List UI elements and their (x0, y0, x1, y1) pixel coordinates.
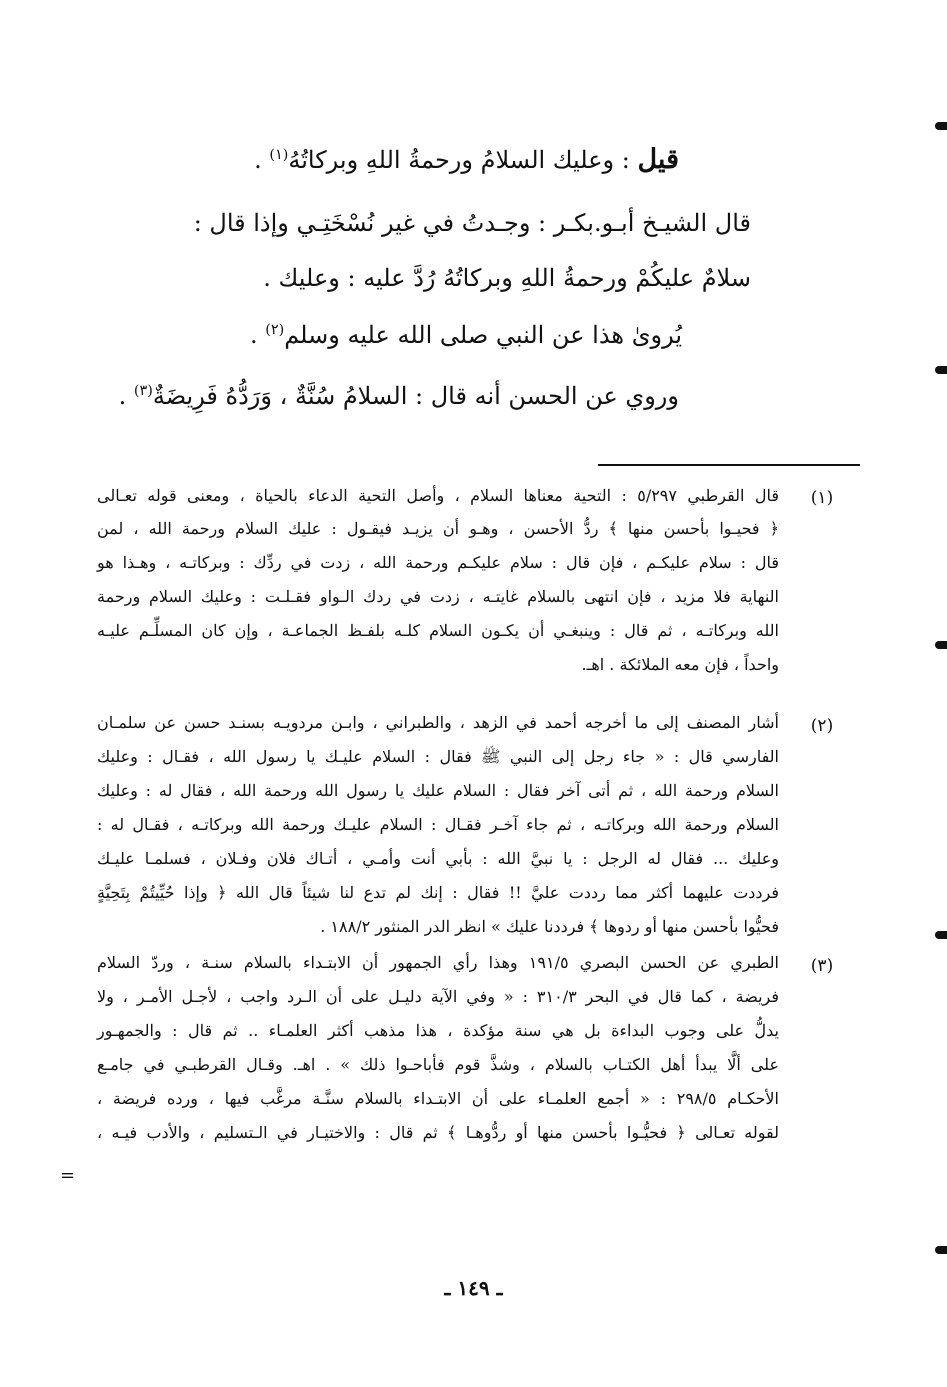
scan-edge-mark (935, 931, 947, 939)
footnote-2-number: (٢) (810, 716, 834, 736)
footnote-ref-2: (٢) (265, 322, 285, 338)
main-line-1-end: . (254, 146, 270, 174)
footnote-3-line: على ألَّا يبدأ أهل الكتـاب بالسلام ، وشذَّ قوم فأباحـوا ذلك » . اهـ. وقـال القرطبـي في جامـع (97, 1055, 779, 1074)
footnote-1-line: قال القرطبي ٥/٢٩٧ : التحية معناها السلام ، وأصل التحية الدعاء بالحياة ، ومعنى قوله تعـالى (97, 486, 779, 505)
footnote-3-line: فريضة ، كما قال في البحر ٣١٠/٣ : « وفي الآية دليـل على أن الـرد واجب ، لأجـل الأمـر ، ولا (97, 987, 779, 1006)
footnote-2-line: أشار المصنف إلى ما أخرجه أحمد في الزهد ، والطبراني ، وابـن مردويـه بسنـد حسن عن سلمـان (97, 713, 779, 732)
footnote-3-line: لقوله تعـالى ﴿ فحيُّـوا بأحسن منها أو ردُّوهـا ﴾ ثم قال : والاختيـار في الـتسليم ، والأدب فيـه ، (97, 1123, 779, 1142)
continuation-mark: = (60, 1165, 76, 1186)
scan-edge-mark (935, 122, 947, 130)
footnote-3-line: الطبري عن الحسن البصري ١٩١/٥ وهذا رأي الجمهور أن الابتـداء بالسلام سنـة ، وردّ السلام (97, 953, 779, 972)
footnote-1-line: النهاية فلا مزيد ، فإن انتهى بالسلام غايتـه ، زدت في ردك الـواو فقـلـت : وعليك السلام ورحمة (97, 587, 779, 606)
footnote-3-number: (٣) (810, 956, 834, 976)
scan-edge-mark (935, 641, 947, 649)
footnote-2-line: السلام ورحمة الله ، ثم أتى آخر فقال : السلام عليك يا رسول الله ورحمة الله ، فقال له : وعليك (97, 781, 779, 800)
footnote-1-line: ﴿ فحيـوا بأحسن منها ﴾ ردُّ الأحسن ، وهـو أن يزيـد فيقـول : عليك السلام ورحمة الله ، لمن (97, 519, 779, 538)
main-line-4-text: يُروىٰ هذا عن النبي صلى الله عليه وسلم (284, 321, 682, 349)
footnote-1-line: واحداً ، فإن معه الملائكة . اهـ. (581, 655, 779, 674)
footnote-2-line: فحيُّوا بأحسن منها أو ردوها ﴾ فرددنا عليك » انظر الدر المنثور ١٨٨/٢ . (320, 917, 779, 936)
footnote-1-line: الله وبركاتـه ، ثم قال : وينبغـي أن يكـون السلام كلـه بلفـظ الجماعـة ، وإن كان المسلِّـم عليـه (97, 621, 780, 640)
main-line-2: قال الشيـخ أبـو.بكـر : وجـدتُ في غير نُسْخَتِـي وإذا قال : (193, 209, 751, 237)
main-line-3: سلامٌ عليكُمْ ورحمةُ اللهِ وبركاتُهُ رُدَّ عليه : وعليك . (263, 264, 751, 292)
main-line-5-end: . (118, 382, 134, 410)
main-line-5 (100, 384, 679, 408)
scan-edge-mark (935, 1246, 947, 1254)
page-number: ـ ١٤٩ ـ (444, 1276, 503, 1300)
main-line-5-text: وروي عن الحسن أنه قال : السلامُ سُنَّةٌ ، وَرَدُّهُ فَرِيضَةٌ (152, 382, 679, 410)
footnote-2-line: السلام ورحمة الله وبركاتـه ، ثم جاء آخـر فقـال : السلام عليـك ورحمة الله وبركاتـه ، فقـال له : (97, 815, 779, 834)
footnote-3-line: يدلُّ على وجوب البداءة بل هي سنة مؤكدة ، هذا مذهب أكثر العلمـاء .. ثم قال : والجمهـور (97, 1021, 779, 1040)
footnote-3-line: الأحكـام ٢٩٨/٥ : « أجمع العلمـاء على أن الابتـداء بالسلام سنَّـة مرغَّب فيها ، ورده فريضة ، (97, 1089, 779, 1108)
main-line-4 (240, 323, 682, 347)
main-line-1-lead: قيل (637, 144, 679, 175)
footnote-ref-1: (١) (269, 147, 289, 163)
footnote-2-line: فرددت عليهما أكثر مما رددت عليَّ !! فقال : إنك لم تدع لنا شيئاً قال الله ﴿ وإذا حُيِّيتُمْ بِتَحِيَّةٍ (97, 883, 779, 902)
footnote-1-number: (١) (810, 488, 834, 508)
main-line-4-end: . (249, 321, 266, 349)
footnote-2-line: الفارسي قال : « جاء رجل إلى النبي ﷺ فقال : السلام عليـك يا رسول الله ، فقـال : وعليك (97, 747, 779, 766)
footnote-ref-3: (٣) (133, 383, 153, 399)
footnote-1-line: قال : سلام عليكـم ، فإن قال : سلام عليكـم ورحمة الله ، زدت في ردِّك : وبركاتـه ، وهـذا هو (97, 553, 780, 572)
main-line-1-text: : وعليك السلامُ ورحمةُ اللهِ وبركاتُهُ (288, 146, 638, 174)
footnote-separator (598, 464, 860, 466)
main-line-1 (110, 146, 679, 173)
footnote-2-line: وعليك ... فقال له الرجل : يا نبيَّ الله : بأبي أنت وأمـي ، أتـاك فلان وفـلان ، فسلمـا عليـك (97, 849, 779, 868)
scan-edge-mark (935, 366, 947, 374)
